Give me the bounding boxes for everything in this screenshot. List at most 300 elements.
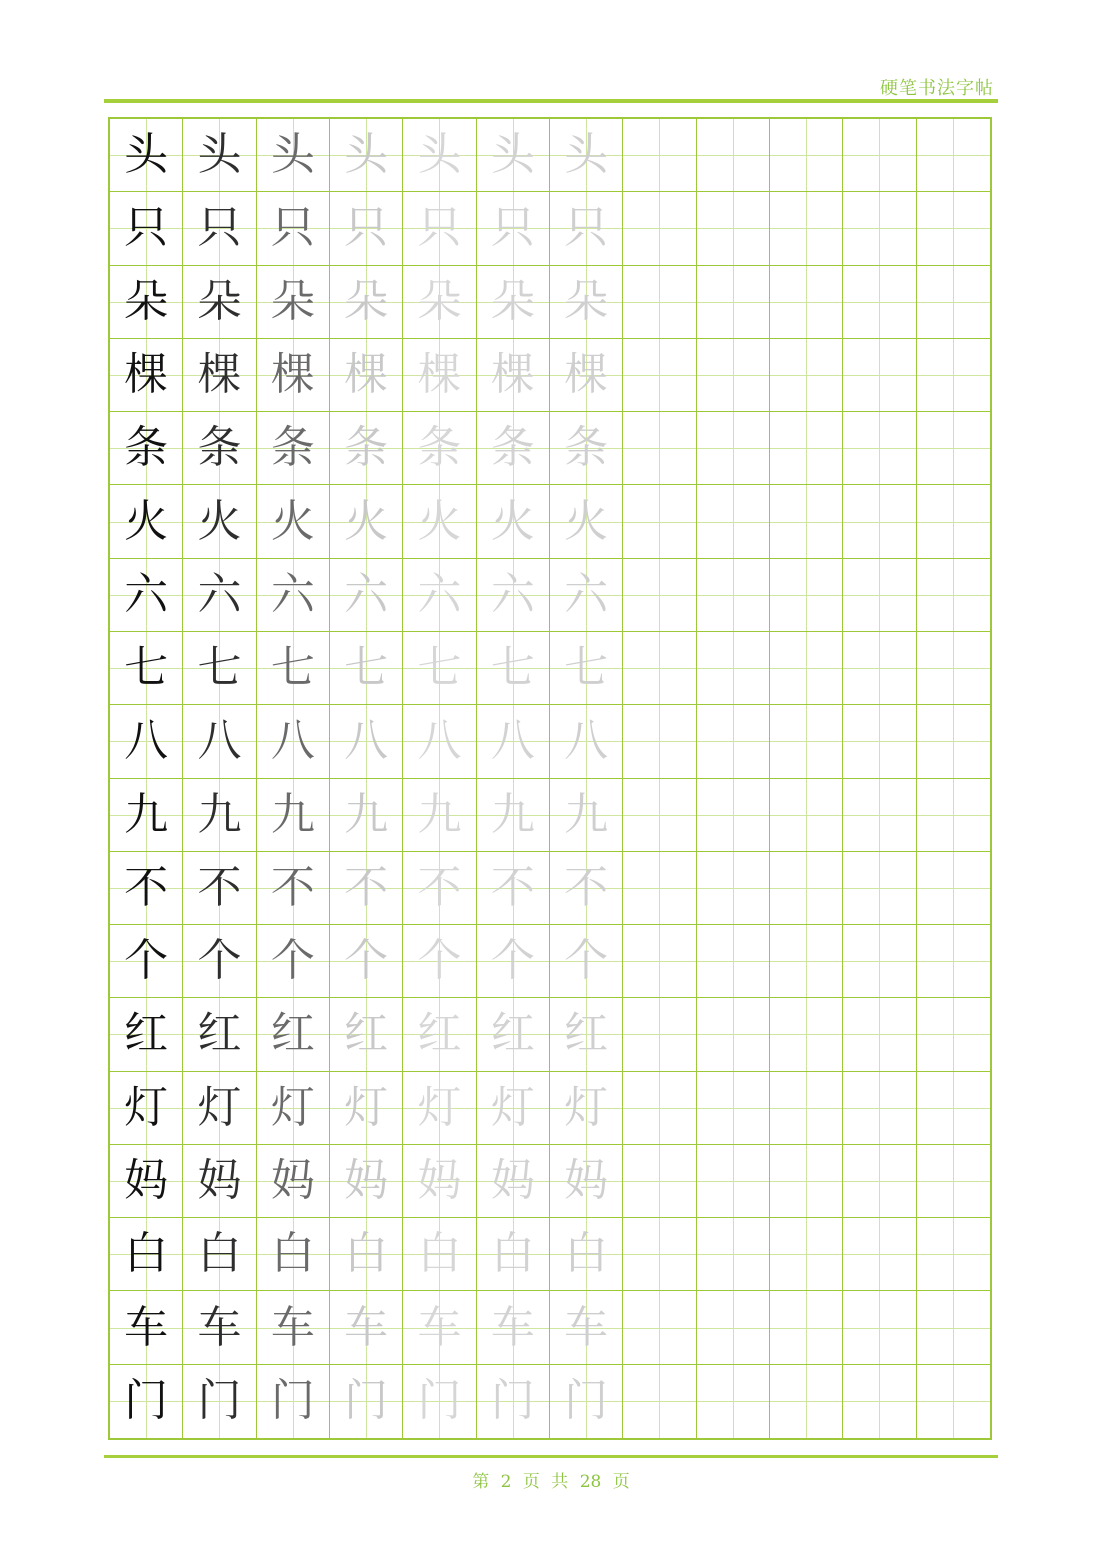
model-character: 火 [124, 495, 169, 547]
trace-character: 八 [344, 715, 389, 767]
trace-character: 红 [417, 1008, 462, 1060]
trace-character: 朵 [270, 275, 315, 327]
practice-cell-model [477, 485, 550, 558]
practice-cell-model [550, 266, 623, 339]
practice-cell-blank [697, 779, 770, 852]
practice-cell-model [183, 485, 256, 558]
trace-character: 八 [490, 715, 535, 767]
practice-cell-blank [770, 632, 843, 705]
practice-cell-model [330, 339, 403, 412]
practice-cell-model [257, 1365, 330, 1438]
practice-cell-blank [917, 1218, 990, 1291]
practice-cell-model [403, 1365, 476, 1438]
trace-character: 妈 [564, 1155, 609, 1207]
practice-cell-blank [770, 1072, 843, 1145]
model-character: 个 [124, 935, 169, 987]
practice-cell-model [257, 485, 330, 558]
practice-cell-blank [917, 559, 990, 632]
practice-cell-model [477, 192, 550, 265]
practice-cell-blank [843, 559, 916, 632]
trace-character: 八 [197, 715, 242, 767]
practice-cell-blank [697, 1072, 770, 1145]
practice-cell-model [477, 1145, 550, 1218]
trace-character: 棵 [490, 348, 535, 400]
practice-cell-model [257, 559, 330, 632]
trace-character: 灯 [344, 1081, 389, 1133]
practice-cell-model [477, 1291, 550, 1364]
trace-character: 七 [344, 642, 389, 694]
trace-character: 棵 [564, 348, 609, 400]
trace-character: 六 [197, 568, 242, 620]
practice-cell-model [477, 632, 550, 705]
trace-character: 妈 [490, 1155, 535, 1207]
trace-character: 八 [564, 715, 609, 767]
practice-cell-model [330, 192, 403, 265]
practice-cell-model [403, 852, 476, 925]
practice-cell-model [183, 1365, 256, 1438]
practice-cell-blank [697, 705, 770, 778]
practice-cell-model [183, 266, 256, 339]
practice-cell-model [477, 559, 550, 632]
practice-cell-blank [843, 1365, 916, 1438]
practice-cell-blank [697, 266, 770, 339]
practice-cell-blank [697, 1218, 770, 1291]
practice-cell-model [110, 925, 183, 998]
trace-character: 只 [270, 202, 315, 254]
practice-cell-blank [770, 1218, 843, 1291]
practice-cell-model [183, 1145, 256, 1218]
practice-cell-blank [623, 1218, 696, 1291]
practice-cell-blank [697, 559, 770, 632]
practice-cell-blank [623, 192, 696, 265]
trace-character: 六 [417, 568, 462, 620]
trace-character: 只 [197, 202, 242, 254]
trace-character: 车 [197, 1301, 242, 1353]
practice-cell-blank [623, 412, 696, 485]
practice-cell-blank [770, 925, 843, 998]
trace-character: 条 [490, 422, 535, 474]
trace-character: 朵 [490, 275, 535, 327]
practice-cell-model [330, 1365, 403, 1438]
practice-cell-blank [917, 852, 990, 925]
trace-character: 灯 [197, 1081, 242, 1133]
model-character: 红 [124, 1008, 169, 1060]
page-number: 第 2 页 共 28 页 [472, 1472, 630, 1492]
practice-cell-blank [697, 925, 770, 998]
practice-cell-model [403, 412, 476, 485]
trace-character: 九 [344, 788, 389, 840]
practice-cell-model [257, 119, 330, 192]
model-character: 九 [124, 788, 169, 840]
practice-cell-blank [623, 852, 696, 925]
practice-cell-blank [917, 998, 990, 1071]
practice-cell-model [330, 1291, 403, 1364]
practice-cell-model [477, 779, 550, 852]
trace-character: 头 [417, 129, 462, 181]
practice-cell-model [550, 1218, 623, 1291]
practice-cell-model [110, 559, 183, 632]
practice-cell-blank [770, 705, 843, 778]
practice-cell-model [183, 705, 256, 778]
practice-cell-blank [770, 339, 843, 412]
practice-cell-blank [917, 1072, 990, 1145]
model-character: 七 [124, 642, 169, 694]
model-character: 只 [124, 202, 169, 254]
trace-character: 头 [344, 129, 389, 181]
model-character: 八 [124, 715, 169, 767]
practice-cell-blank [843, 852, 916, 925]
trace-character: 头 [270, 129, 315, 181]
practice-cell-model [110, 1072, 183, 1145]
trace-character: 不 [564, 861, 609, 913]
practice-cell-model [110, 485, 183, 558]
practice-cell-model [183, 779, 256, 852]
practice-cell-blank [770, 485, 843, 558]
practice-cell-blank [770, 779, 843, 852]
model-character: 灯 [124, 1081, 169, 1133]
practice-cell-blank [623, 485, 696, 558]
trace-character: 车 [564, 1301, 609, 1353]
practice-cell-model [110, 412, 183, 485]
practice-cell-model [330, 705, 403, 778]
practice-cell-blank [843, 192, 916, 265]
practice-cell-model [550, 779, 623, 852]
trace-character: 七 [564, 642, 609, 694]
trace-character: 只 [344, 202, 389, 254]
practice-cell-blank [843, 266, 916, 339]
practice-cell-model [403, 779, 476, 852]
model-character: 六 [124, 568, 169, 620]
trace-character: 门 [417, 1375, 462, 1427]
practice-cell-blank [697, 1365, 770, 1438]
trace-character: 棵 [197, 348, 242, 400]
trace-character: 白 [197, 1228, 242, 1280]
practice-cell-blank [623, 339, 696, 412]
practice-cell-model [403, 485, 476, 558]
model-character: 妈 [124, 1155, 169, 1207]
practice-cell-model [110, 1365, 183, 1438]
practice-cell-blank [697, 339, 770, 412]
trace-character: 只 [564, 202, 609, 254]
practice-cell-blank [843, 119, 916, 192]
practice-cell-blank [770, 119, 843, 192]
practice-cell-model [257, 705, 330, 778]
trace-character: 火 [344, 495, 389, 547]
practice-cell-model [550, 1365, 623, 1438]
trace-character: 火 [270, 495, 315, 547]
practice-cell-blank [770, 852, 843, 925]
trace-character: 灯 [564, 1081, 609, 1133]
practice-cell-model [257, 192, 330, 265]
trace-character: 门 [564, 1375, 609, 1427]
trace-character: 妈 [344, 1155, 389, 1207]
practice-cell-blank [843, 485, 916, 558]
practice-cell-blank [623, 119, 696, 192]
practice-cell-blank [843, 1291, 916, 1364]
practice-cell-model [110, 852, 183, 925]
trace-character: 条 [270, 422, 315, 474]
practice-cell-model [183, 925, 256, 998]
practice-cell-blank [623, 1145, 696, 1218]
practice-cell-model [550, 559, 623, 632]
practice-cell-model [330, 632, 403, 705]
practice-cell-blank [917, 119, 990, 192]
practice-cell-blank [843, 412, 916, 485]
practice-cell-blank [770, 1145, 843, 1218]
practice-cell-model [110, 339, 183, 412]
practice-cell-model [257, 412, 330, 485]
practice-cell-blank [770, 412, 843, 485]
practice-cell-model [403, 925, 476, 998]
practice-cell-blank [770, 266, 843, 339]
practice-cell-model [550, 339, 623, 412]
practice-cell-blank [843, 779, 916, 852]
trace-character: 头 [564, 129, 609, 181]
trace-character: 妈 [270, 1155, 315, 1207]
trace-character: 九 [270, 788, 315, 840]
practice-cell-model [550, 192, 623, 265]
practice-cell-model [330, 852, 403, 925]
practice-cell-model [550, 998, 623, 1071]
practice-cell-blank [917, 266, 990, 339]
practice-cell-blank [697, 412, 770, 485]
practice-cell-model [477, 998, 550, 1071]
trace-character: 条 [417, 422, 462, 474]
practice-cell-model [183, 559, 256, 632]
practice-cell-model [183, 632, 256, 705]
practice-cell-model [183, 339, 256, 412]
trace-character: 妈 [197, 1155, 242, 1207]
practice-cell-model [403, 1291, 476, 1364]
trace-character: 九 [417, 788, 462, 840]
practice-cell-blank [623, 1365, 696, 1438]
practice-cell-model [110, 779, 183, 852]
practice-cell-model [257, 852, 330, 925]
practice-cell-model [403, 632, 476, 705]
practice-cell-model [257, 1291, 330, 1364]
practice-cell-model [403, 1145, 476, 1218]
trace-character: 红 [344, 1008, 389, 1060]
trace-character: 白 [490, 1228, 535, 1280]
practice-cell-model [330, 998, 403, 1071]
trace-character: 八 [270, 715, 315, 767]
practice-cell-model [183, 412, 256, 485]
practice-cell-model [550, 119, 623, 192]
trace-character: 个 [564, 935, 609, 987]
practice-cell-blank [770, 1365, 843, 1438]
practice-cell-model [477, 412, 550, 485]
model-character: 门 [124, 1375, 169, 1427]
trace-character: 七 [197, 642, 242, 694]
trace-character: 白 [417, 1228, 462, 1280]
trace-character: 不 [344, 861, 389, 913]
practice-cell-blank [623, 925, 696, 998]
trace-character: 七 [270, 642, 315, 694]
practice-cell-blank [697, 632, 770, 705]
practice-grid [108, 117, 992, 1440]
model-character: 棵 [124, 348, 169, 400]
practice-cell-model [183, 1291, 256, 1364]
trace-character: 棵 [270, 348, 315, 400]
trace-character: 棵 [344, 348, 389, 400]
practice-cell-blank [697, 1291, 770, 1364]
trace-character: 红 [490, 1008, 535, 1060]
practice-cell-blank [917, 339, 990, 412]
trace-character: 六 [564, 568, 609, 620]
practice-cell-model [550, 412, 623, 485]
model-character: 朵 [124, 275, 169, 327]
trace-character: 不 [197, 861, 242, 913]
practice-cell-model [257, 632, 330, 705]
trace-character: 只 [490, 202, 535, 254]
practice-cell-model [183, 119, 256, 192]
practice-cell-blank [917, 1145, 990, 1218]
practice-cell-model [257, 266, 330, 339]
trace-character: 火 [490, 495, 535, 547]
trace-character: 火 [197, 495, 242, 547]
trace-character: 个 [344, 935, 389, 987]
practice-cell-blank [623, 1072, 696, 1145]
trace-character: 个 [197, 935, 242, 987]
trace-character: 火 [417, 495, 462, 547]
practice-cell-model [477, 266, 550, 339]
practice-cell-model [403, 1218, 476, 1291]
practice-cell-blank [770, 998, 843, 1071]
trace-character: 门 [270, 1375, 315, 1427]
footer-rule [104, 1455, 998, 1458]
practice-cell-blank [623, 632, 696, 705]
trace-character: 红 [197, 1008, 242, 1060]
practice-cell-blank [917, 705, 990, 778]
practice-cell-blank [843, 632, 916, 705]
practice-cell-model [330, 1218, 403, 1291]
practice-cell-model [550, 1072, 623, 1145]
practice-cell-model [183, 1072, 256, 1145]
practice-cell-model [183, 852, 256, 925]
trace-character: 不 [490, 861, 535, 913]
practice-cell-model [477, 1072, 550, 1145]
practice-cell-model [330, 485, 403, 558]
practice-cell-blank [917, 779, 990, 852]
practice-cell-model [330, 779, 403, 852]
trace-character: 车 [490, 1301, 535, 1353]
practice-cell-blank [697, 1145, 770, 1218]
practice-cell-blank [843, 339, 916, 412]
practice-cell-blank [843, 705, 916, 778]
trace-character: 条 [564, 422, 609, 474]
practice-cell-model [477, 1365, 550, 1438]
trace-character: 不 [270, 861, 315, 913]
practice-cell-model [110, 1145, 183, 1218]
practice-cell-model [110, 632, 183, 705]
practice-cell-blank [843, 1145, 916, 1218]
practice-cell-blank [623, 1291, 696, 1364]
practice-cell-blank [843, 925, 916, 998]
practice-cell-model [257, 925, 330, 998]
trace-character: 妈 [417, 1155, 462, 1207]
practice-cell-blank [843, 998, 916, 1071]
practice-cell-model [330, 266, 403, 339]
practice-cell-model [183, 998, 256, 1071]
practice-cell-model [330, 412, 403, 485]
practice-cell-model [403, 559, 476, 632]
practice-cell-model [257, 1145, 330, 1218]
practice-cell-blank [697, 119, 770, 192]
practice-cell-model [330, 925, 403, 998]
practice-cell-blank [917, 1291, 990, 1364]
practice-cell-model [477, 852, 550, 925]
trace-character: 不 [417, 861, 462, 913]
practice-cell-blank [917, 925, 990, 998]
trace-character: 个 [270, 935, 315, 987]
trace-character: 车 [417, 1301, 462, 1353]
trace-character: 六 [344, 568, 389, 620]
practice-cell-model [550, 1291, 623, 1364]
practice-cell-model [110, 119, 183, 192]
trace-character: 白 [270, 1228, 315, 1280]
trace-character: 红 [270, 1008, 315, 1060]
model-character: 车 [124, 1301, 169, 1353]
trace-character: 灯 [490, 1081, 535, 1133]
trace-character: 门 [344, 1375, 389, 1427]
trace-character: 车 [270, 1301, 315, 1353]
practice-cell-model [403, 119, 476, 192]
practice-cell-model [550, 485, 623, 558]
trace-character: 灯 [270, 1081, 315, 1133]
trace-character: 六 [270, 568, 315, 620]
practice-cell-model [403, 266, 476, 339]
practice-cell-model [403, 339, 476, 412]
practice-cell-model [477, 339, 550, 412]
trace-character: 头 [197, 129, 242, 181]
trace-character: 个 [417, 935, 462, 987]
practice-cell-model [330, 1072, 403, 1145]
trace-character: 白 [564, 1228, 609, 1280]
practice-cell-model [403, 1072, 476, 1145]
practice-cell-blank [917, 485, 990, 558]
practice-cell-model [477, 119, 550, 192]
trace-character: 七 [417, 642, 462, 694]
practice-cell-model [257, 339, 330, 412]
practice-cell-model [183, 1218, 256, 1291]
practice-cell-model [403, 705, 476, 778]
practice-cell-model [257, 1072, 330, 1145]
practice-cell-model [403, 192, 476, 265]
trace-character: 条 [344, 422, 389, 474]
practice-cell-model [330, 1145, 403, 1218]
practice-cell-blank [697, 998, 770, 1071]
practice-cell-model [550, 632, 623, 705]
practice-cell-blank [917, 632, 990, 705]
header-rule [104, 99, 998, 103]
practice-cell-model [110, 1291, 183, 1364]
practice-cell-blank [770, 192, 843, 265]
trace-character: 朵 [344, 275, 389, 327]
trace-character: 条 [197, 422, 242, 474]
practice-cell-model [257, 779, 330, 852]
practice-cell-blank [770, 1291, 843, 1364]
practice-cell-model [550, 705, 623, 778]
trace-character: 九 [490, 788, 535, 840]
practice-cell-blank [917, 1365, 990, 1438]
practice-cell-blank [623, 998, 696, 1071]
trace-character: 八 [417, 715, 462, 767]
practice-cell-blank [623, 559, 696, 632]
practice-cell-blank [697, 192, 770, 265]
trace-character: 九 [197, 788, 242, 840]
practice-cell-model [110, 1218, 183, 1291]
trace-character: 红 [564, 1008, 609, 1060]
